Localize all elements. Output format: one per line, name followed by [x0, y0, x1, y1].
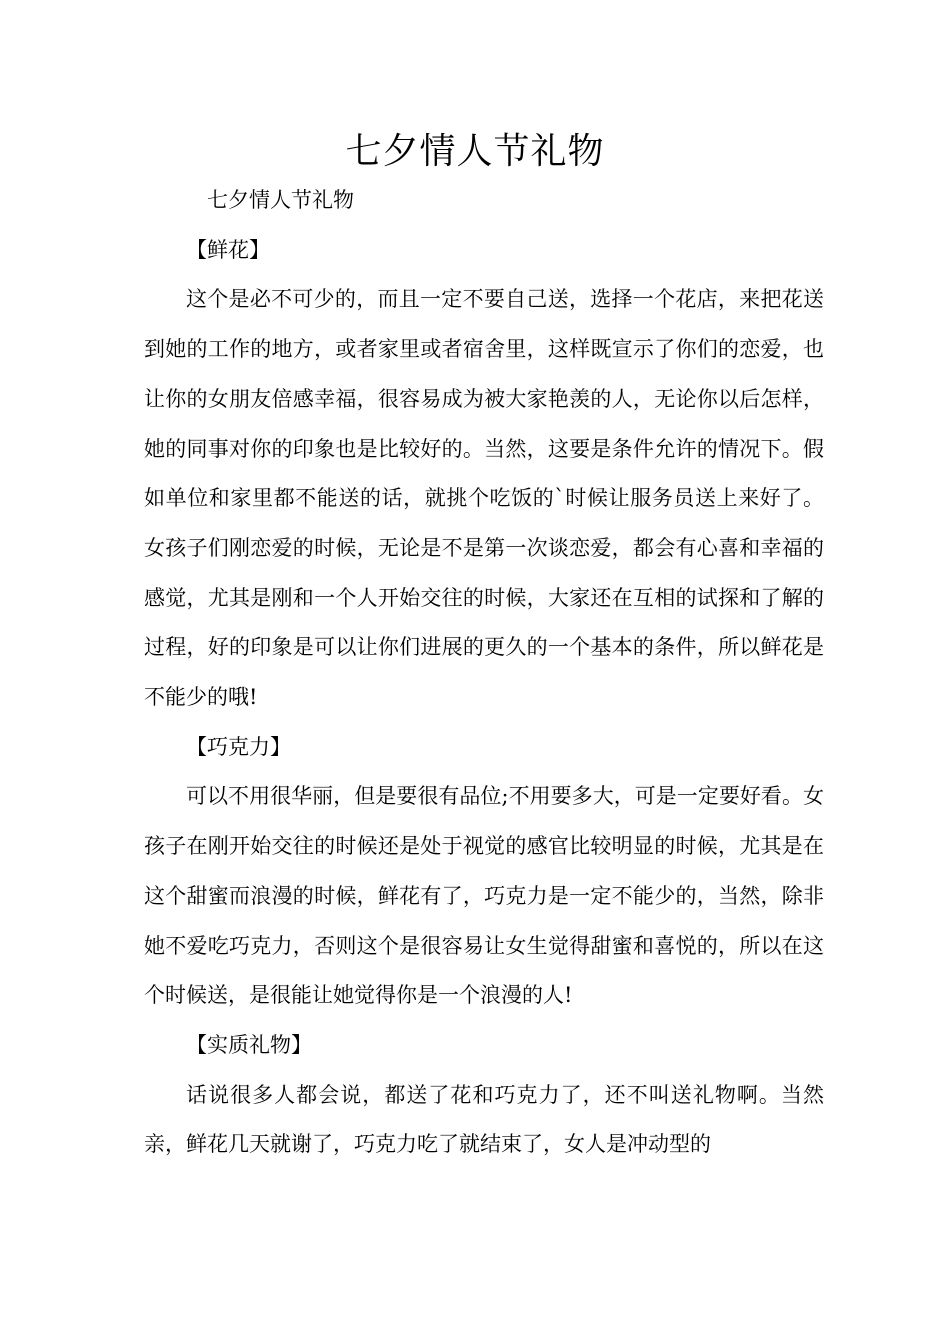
section-heading-chocolate: 【巧克力】 [186, 734, 291, 759]
document-body [144, 176, 824, 1170]
section-heading-gifts: 【实质礼物】 [186, 1032, 312, 1057]
document-subtitle: 七夕情人节礼物 [207, 188, 354, 212]
section-heading-flowers: 【鲜花】 [186, 237, 270, 262]
section-paragraph-gifts: 话说很多人都会说，都送了花和巧克力了，还不叫送礼物啊。当然亲，鲜花几天就谢了，巧克力吃了就结束了，女人是冲动型的 [144, 1082, 824, 1157]
document-title: 七夕情人节礼物 [345, 131, 605, 172]
section-paragraph-flowers: 这个是必不可少的，而且一定不要自己送，选择一个花店，来把花送到她的工作的地方，或者家里或者宿舍里，这样既宣示了你们的恋爱，也让你的女朋友倍感幸福，很容易成为被大家艳羡的人，无论你以后怎样，她的同事对你的印象也是比较好的。当然，这要是条件允许的情况下。假如单位和家里都不能送的话，就挑个吃饭的`时候让服务员送上来好了。女孩子们刚恋爱的时候，无论是不是第一次谈恋爱，都会有心喜和幸福的感觉，尤其是刚和一个人开始交往的时候，大家还在互相的试探和了解的过程，好的印象是可以让你们进展的更久的一个基本的条件，所以鲜花是不能少的哦! [144, 287, 824, 710]
section-paragraph-chocolate: 可以不用很华丽，但是要很有品位;不用要多大，可是一定要好看。女孩子在刚开始交往的时候还是处于视觉的感官比较明显的时候，尤其是在这个甜蜜而浪漫的时候，鲜花有了，巧克力是一定不能少的，当然，除非她不爱吃巧克力，否则这个是很容易让女生觉得甜蜜和喜悦的，所以在这个时候送，是很能让她觉得你是一个浪漫的人! [144, 784, 824, 1008]
